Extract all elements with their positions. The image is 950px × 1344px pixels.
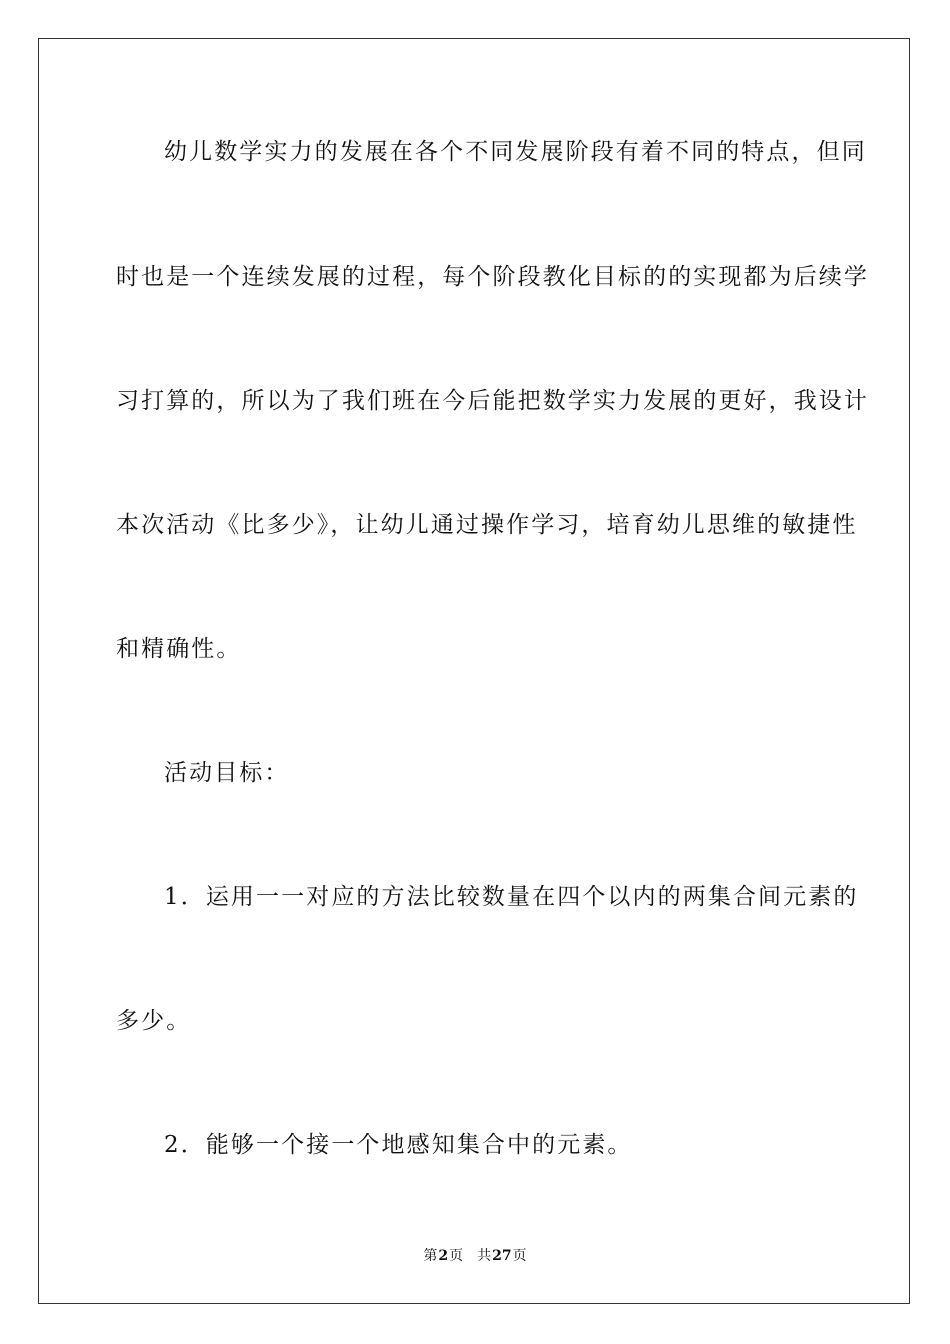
footer-page-suffix: 页 [449,1248,464,1264]
page-border [38,38,910,1304]
paragraph-line: 和精确性。 [116,636,242,662]
section-heading: 活动目标： [164,760,290,786]
paragraph-line: 本次活动《比多少》，让幼儿通过操作学习，培育幼儿思维的敏捷性 [116,512,858,538]
footer-page-number: 2 [438,1248,449,1264]
paragraph-line: 时也是一个连续发展的过程，每个阶段教化目标的的实现都为后续学 [116,264,869,290]
paragraph-line: 习打算的，所以为了我们班在今后能把数学实力发展的更好，我设计 [116,388,869,414]
list-item-1-continuation: 多少。 [116,1008,192,1034]
footer-total-suffix: 页 [512,1248,527,1264]
list-item-1: 1．运用一一对应的方法比较数量在四个以内的两集合间元素的 [164,884,859,910]
page-footer [0,1246,950,1266]
list-item-2: 2．能够一个接一个地感知集合中的元素。 [164,1132,633,1158]
paragraph-line: 幼儿数学实力的发展在各个不同发展阶段有着不同的特点，但同 [164,139,867,165]
footer-page-prefix: 第 [423,1248,438,1264]
footer-total-number: 27 [492,1248,512,1264]
footer-total-prefix: 共 [477,1248,492,1264]
